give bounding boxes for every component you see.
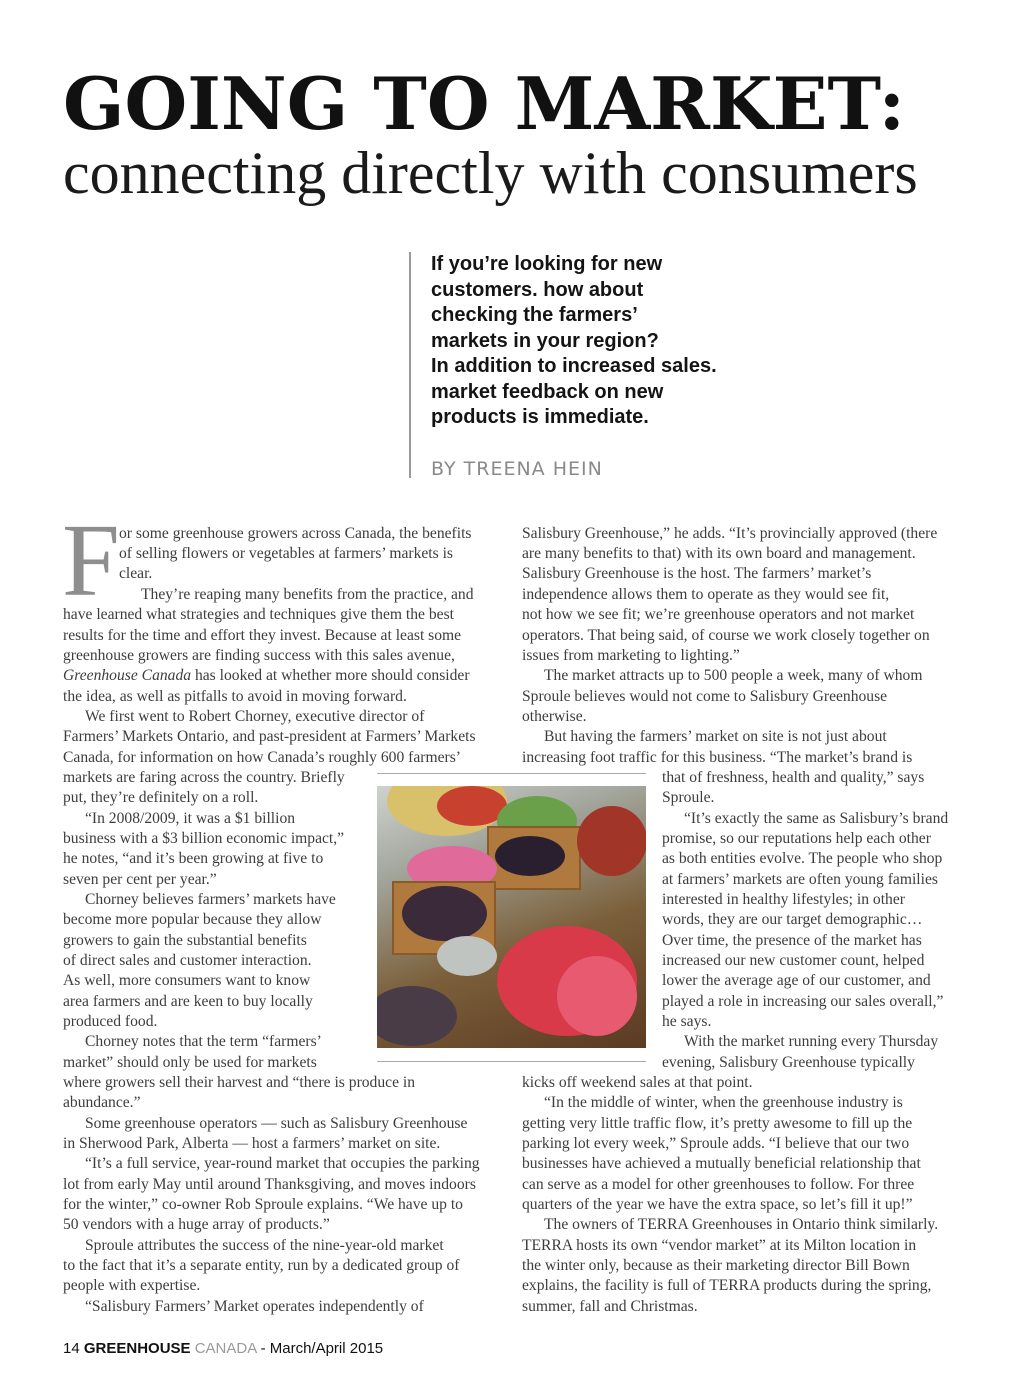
body-line: produced food. bbox=[63, 1013, 158, 1030]
body-line: “It’s a full service, year-round market that occupies the parking bbox=[85, 1155, 480, 1172]
deck-line: checking the farmers’ bbox=[431, 304, 638, 326]
body-line: where growers sell their harvest and “there is produce in bbox=[63, 1074, 416, 1091]
publication-name: Greenhouse Canada bbox=[63, 667, 192, 684]
produce-bag bbox=[377, 986, 457, 1046]
body-line: results for the time and effort they invest. Because at least some bbox=[63, 627, 462, 644]
body-line: he says. bbox=[662, 1013, 712, 1030]
body-line bbox=[63, 666, 470, 686]
deck-line: market feedback on new bbox=[431, 380, 664, 403]
body-line: to the fact that it’s a separate entity, run by a dedicated group of bbox=[63, 1257, 460, 1274]
body-line: operators. That being said, of course we work closely together on bbox=[522, 627, 930, 644]
body-line: lower the average age of our customer, and bbox=[662, 972, 931, 989]
body-line: Chorney believes farmers’ markets have bbox=[85, 891, 336, 908]
body-line: “In 2008/2009, it was a $1 billion bbox=[85, 810, 296, 827]
body-line: Sproule believes would not come to Salisbury Greenhouse bbox=[522, 688, 888, 705]
body-line: getting very little traffic flow, it’s pretty awesome to fill up the bbox=[522, 1115, 913, 1132]
body-line: With the market running every Thursday bbox=[684, 1033, 939, 1050]
body-line: of direct sales and customer interaction. bbox=[63, 952, 312, 969]
body-line: parking lot every week,” Sproule adds. “I believe that our two bbox=[522, 1135, 910, 1152]
body-line: have learned what strategies and techniques give them the best bbox=[63, 606, 455, 623]
body-line: increased our new customer count, helped bbox=[662, 952, 925, 969]
body-line: Sproule. bbox=[662, 789, 715, 806]
body-line: But having the farmers’ market on site is not just about bbox=[544, 728, 887, 745]
body-line: “In the middle of winter, when the greenhouse industry is bbox=[544, 1094, 903, 1111]
body-line: people with expertise. bbox=[63, 1277, 201, 1294]
body-line: increasing foot traffic for this business. “The market’s brand is bbox=[522, 749, 913, 766]
publication-name-light: CANADA bbox=[194, 1340, 257, 1357]
body-line: independence allows them to operate as they would see fit, bbox=[522, 586, 890, 603]
body-line: 50 vendors with a huge array of products.” bbox=[63, 1216, 330, 1233]
body-line: promise, so our reputations help each other bbox=[662, 830, 931, 847]
body-line: Canada, for information on how Canada’s roughly 600 farmers’ bbox=[63, 749, 461, 766]
body-line: greenhouse growers are finding success with this sales avenue, bbox=[63, 647, 455, 664]
body-line: of selling flowers or vegetables at farmers’ markets is bbox=[119, 545, 453, 562]
body-line: As well, more consumers want to know bbox=[63, 972, 311, 989]
produce-dark bbox=[402, 886, 487, 941]
body-line: TERRA hosts its own “vendor market” at its Milton location in bbox=[522, 1237, 917, 1254]
article-title: GOING TO MARKET: bbox=[63, 61, 906, 146]
body-line: at farmers’ markets are often young families bbox=[662, 871, 938, 888]
page-footer bbox=[63, 1339, 383, 1359]
body-line: as both entities evolve. The people who shop bbox=[662, 850, 943, 867]
body-line: or some greenhouse growers across Canada, the benefits bbox=[119, 525, 472, 542]
photo-top-rule bbox=[377, 773, 646, 774]
body-line: issues from marketing to lighting.” bbox=[522, 647, 740, 664]
body-line: lot from early May until around Thanksgiving, and moves indoors bbox=[63, 1176, 476, 1193]
body-line: interested in healthy lifestyles; in other bbox=[662, 891, 905, 908]
body-line: can serve as a model for other greenhouses to follow. For three bbox=[522, 1176, 915, 1193]
body-line: They’re reaping many benefits from the practice, and bbox=[141, 586, 474, 603]
body-line: explains, the facility is full of TERRA products during the spring, bbox=[522, 1277, 932, 1294]
deck-divider bbox=[409, 252, 411, 478]
deck-line: markets in your region? bbox=[431, 329, 659, 352]
body-line: area farmers and are keen to buy locally bbox=[63, 993, 313, 1010]
body-line: abundance.” bbox=[63, 1094, 141, 1111]
body-line: are many benefits to that) with its own board and management. bbox=[522, 545, 916, 562]
issue-date: - March/April 2015 bbox=[260, 1340, 384, 1357]
body-line: for the winter,” co-owner Rob Sproule explains. “We have up to bbox=[63, 1196, 463, 1213]
produce-radish bbox=[557, 956, 637, 1036]
market-produce-photo bbox=[377, 786, 646, 1048]
body-line: quarters of the year we have the extra space, so let’s fill it up!” bbox=[522, 1196, 913, 1213]
body-line: markets are faring across the country. Briefly bbox=[63, 769, 345, 786]
article-deck bbox=[431, 252, 751, 431]
body-line: Over time, the presence of the market has bbox=[662, 932, 922, 949]
body-line: Salisbury Greenhouse is the host. The farmers’ market’s bbox=[522, 565, 872, 582]
body-line: not how we see fit; we’re greenhouse operators and not market bbox=[522, 606, 915, 623]
body-line: words, they are our target demographic… bbox=[662, 911, 923, 928]
byline: BY TREENA HEIN bbox=[431, 458, 603, 480]
photo-bottom-rule bbox=[377, 1061, 646, 1062]
publication-name-bold: GREENHOUSE bbox=[83, 1340, 191, 1357]
body-line: The market attracts up to 500 people a week, many of whom bbox=[544, 667, 923, 684]
body-line: “It’s exactly the same as Salisbury’s brand bbox=[684, 810, 949, 827]
body-line: summer, fall and Christmas. bbox=[522, 1298, 698, 1315]
body-line-text: has looked at whether more should consider bbox=[191, 667, 470, 684]
drop-cap: F bbox=[62, 503, 120, 618]
body-line: The owners of TERRA Greenhouses in Ontario think similarly. bbox=[544, 1216, 939, 1233]
body-line: Chorney notes that the term “farmers’ bbox=[85, 1033, 322, 1050]
deck-line: If you’re looking for new bbox=[431, 253, 663, 275]
deck-line: products is immediate. bbox=[431, 406, 649, 428]
body-line: Some greenhouse operators — such as Salisbury Greenhouse bbox=[85, 1115, 468, 1132]
body-line: Farmers’ Markets Ontario, and past-president at Farmers’ Markets bbox=[63, 728, 476, 745]
body-line: Sproule attributes the success of the nine-year-old market bbox=[85, 1237, 444, 1254]
body-line: in Sherwood Park, Alberta — host a farmers’ market on site. bbox=[63, 1135, 441, 1152]
body-line: business with a $3 billion economic impact,” bbox=[63, 830, 345, 847]
body-line: the idea, as well as pitfalls to avoid in moving forward. bbox=[63, 688, 407, 705]
deck-line: In addition to increased sales. bbox=[431, 355, 717, 377]
deck-line: customers. how about bbox=[431, 278, 644, 301]
body-line: played a role in increasing our sales overall,” bbox=[662, 993, 944, 1010]
body-line: growers to gain the substantial benefits bbox=[63, 932, 307, 949]
body-line: the winter only, because as their marketing director Bill Bown bbox=[522, 1257, 910, 1274]
body-line: become more popular because they allow bbox=[63, 911, 322, 928]
body-line: he notes, “and it’s been growing at five to bbox=[63, 850, 324, 867]
body-line: put, they’re definitely on a roll. bbox=[63, 789, 259, 806]
body-line: evening, Salisbury Greenhouse typically bbox=[662, 1054, 915, 1071]
body-line: seven per cent per year.” bbox=[63, 871, 217, 888]
page-number: 14 bbox=[63, 1340, 80, 1357]
body-line: “Salisbury Farmers’ Market operates independently of bbox=[85, 1298, 424, 1315]
body-line: that of freshness, health and quality,” says bbox=[662, 769, 925, 786]
produce-tomato bbox=[577, 806, 646, 876]
body-line: We first went to Robert Chorney, executive director of bbox=[85, 708, 425, 725]
body-line: businesses have achieved a mutually beneficial relationship that bbox=[522, 1155, 921, 1172]
body-line: kicks off weekend sales at that point. bbox=[522, 1074, 753, 1091]
body-line: market” should only be used for markets bbox=[63, 1054, 317, 1071]
body-line: Salisbury Greenhouse,” he adds. “It’s provincially approved (there bbox=[522, 525, 938, 542]
produce-bag bbox=[437, 936, 497, 976]
body-line: clear. bbox=[119, 565, 153, 582]
article-subtitle: connecting directly with consumers bbox=[63, 140, 918, 206]
produce-eggplant bbox=[495, 836, 565, 876]
body-line: otherwise. bbox=[522, 708, 587, 725]
